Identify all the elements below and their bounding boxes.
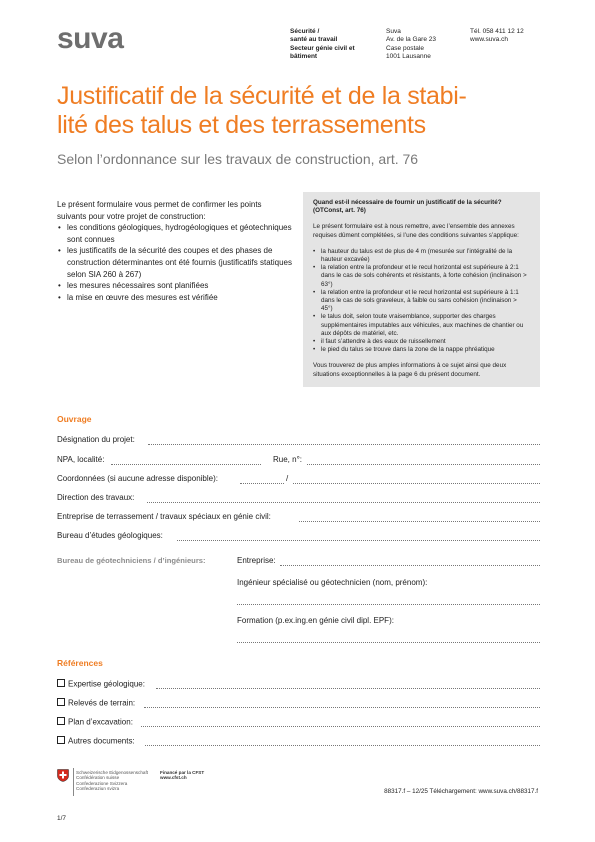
document-reference: 88317.f – 12/25 Téléchargement: www.suva.ch/88317.f	[384, 788, 538, 795]
geo-entreprise-field[interactable]	[280, 565, 540, 566]
ref-expertise-field[interactable]	[156, 688, 540, 689]
info-bullet: • le pied du talus se trouve dans la zone de la nappe phréatique	[313, 346, 530, 354]
checkbox[interactable]	[57, 698, 65, 706]
formation-field[interactable]	[237, 642, 540, 643]
entreprise-label: Entreprise de terrassement / travaux spéciaux en génie civil:	[57, 512, 271, 521]
info-box-question: Quand est-il nécessaire de fournir un justificatif de la sécurité? (OTConst, art. 76)	[313, 199, 502, 215]
geo-label: Bureau de géotechniciens / d’ingénieurs:	[57, 556, 206, 565]
references-heading: Références	[57, 658, 103, 668]
swiss-cross-icon	[57, 769, 69, 782]
ingenieur-label: Ingénieur spécialisé ou géotechnicien (nom, prénom):	[237, 578, 428, 587]
geo-entreprise-label: Entreprise:	[237, 556, 276, 565]
coord-x-field[interactable]	[240, 483, 284, 484]
checkbox[interactable]	[57, 717, 65, 725]
rue-label: Rue, n°:	[273, 455, 302, 464]
header-address: Suva Av. de la Gare 23 Case postale 1001 Lausanne	[386, 28, 436, 61]
checkbox[interactable]	[57, 679, 65, 687]
ref-releves-field[interactable]	[144, 707, 540, 708]
ref-autres-field[interactable]	[145, 745, 540, 746]
intro-bullet: • les conditions géologiques, hydrogéologiques et géotechniques sont connues	[57, 222, 292, 245]
direction-label: Direction des travaux:	[57, 493, 135, 502]
info-bullet: • la hauteur du talus est de plus de 4 m (mesurée sur l’intégralité de la hauteur excavée)	[313, 248, 530, 264]
npa-field[interactable]	[111, 464, 261, 465]
ref-plan[interactable]: Plan d’excavation:	[57, 717, 133, 727]
coord-label: Coordonnées (si aucune adresse disponible):	[57, 474, 218, 483]
page-subtitle: Selon l’ordonnance sur les travaux de construction, art. 76	[57, 151, 419, 167]
ref-releves[interactable]: Relevés de terrain:	[57, 698, 135, 708]
formation-label: Formation (p.ex.ing.en génie civil dipl. EPF):	[237, 616, 394, 625]
suva-logo: suva	[57, 22, 124, 55]
info-box	[303, 192, 540, 387]
info-box-closing: Vous trouverez de plus amples informations à ce sujet ainsi que deux situations exceptionnelles à la page 6 du présent document.	[313, 362, 507, 378]
rue-field[interactable]	[307, 464, 540, 465]
bureau-field[interactable]	[177, 540, 540, 541]
website-link[interactable]: www.suva.ch	[470, 36, 508, 44]
ref-plan-field[interactable]	[141, 726, 540, 727]
info-bullet: • la relation entre la profondeur et le recul horizontal est supérieure à 2:1 dans le cas de sols cohérents et résistants, à forte cohésion (inclinaison > 63°)	[313, 264, 530, 289]
ref-autres[interactable]: Autres documents:	[57, 736, 135, 746]
info-bullet: • la relation entre la profondeur et le recul horizontal est supérieure à 1:1 dans le cas de sols graveleux, à faible ou sans cohésion (inclinaison > 45°)	[313, 289, 530, 314]
coord-y-field[interactable]	[293, 483, 540, 484]
footer-divider	[73, 768, 74, 796]
info-bullet: • le talus doit, selon toute vraisemblance, supporter des charges supplémentaires imputables aux véhicules, aux machines de chantier ou aux dépôts de matériel, etc.	[313, 313, 530, 338]
checkbox[interactable]	[57, 736, 65, 744]
header-department: Sécurité / santé au travail Secteur génie civil et bâtiment	[290, 28, 355, 61]
confederation-text: Schweizerische Eidgenossenschaft Confédération suisse Confederazione Svizzera Confederaziun svizra	[76, 770, 149, 792]
npa-label: NPA, localité:	[57, 455, 105, 464]
designation-field[interactable]	[148, 444, 540, 445]
intro-bullet: • les mesures nécessaires sont planifiées	[57, 280, 292, 292]
info-bullet: • il faut s’attendre à des eaux de ruissellement	[313, 338, 530, 346]
designation-label: Désignation du projet:	[57, 435, 135, 444]
page-title: Justificatif de la sécurité et de la stabi- lité des talus et des terrassements	[57, 82, 467, 139]
intro-bullet: • les justificatifs de la sécurité des coupes et des phases de construction déterminantes ont été fournis (justificatifs statiques selon SIA 260 à 267)	[57, 245, 292, 280]
cfst-text: Financé par la CFST www.cfst.ch	[160, 770, 205, 781]
ingenieur-field[interactable]	[237, 604, 540, 605]
direction-field[interactable]	[147, 502, 540, 503]
info-box-para: Le présent formulaire est à nous remettre, avec l’ensemble des annexes requises dûment complétées, si l’une des conditions suivantes s’applique:	[313, 223, 519, 239]
entreprise-field[interactable]	[299, 521, 540, 522]
coord-separator: /	[286, 474, 289, 483]
intro-text: Le présent formulaire vous permet de confirmer les points suivants pour votre projet de construction: • les conditions géologiques, hydrogéologiques et géotechniques sont connues • les justificatifs de la sécurité des coupes et des phases de construction déterminantes ont été fournis (justificatifs statiques selon SIA 260 à 267) • les mesures nécessaires sont planifiées • la mise en œuvre des mesures est vérifiée	[57, 199, 292, 303]
bureau-label: Bureau d’études géologiques:	[57, 531, 163, 540]
page-number: 1/7	[57, 815, 67, 822]
ouvrage-heading: Ouvrage	[57, 414, 92, 424]
ref-expertise[interactable]: Expertise géologique:	[57, 679, 145, 689]
intro-bullet: • la mise en œuvre des mesures est vérifiée	[57, 292, 292, 304]
header-contact: Tél. 058 411 12 12 www.suva.ch	[470, 28, 560, 45]
